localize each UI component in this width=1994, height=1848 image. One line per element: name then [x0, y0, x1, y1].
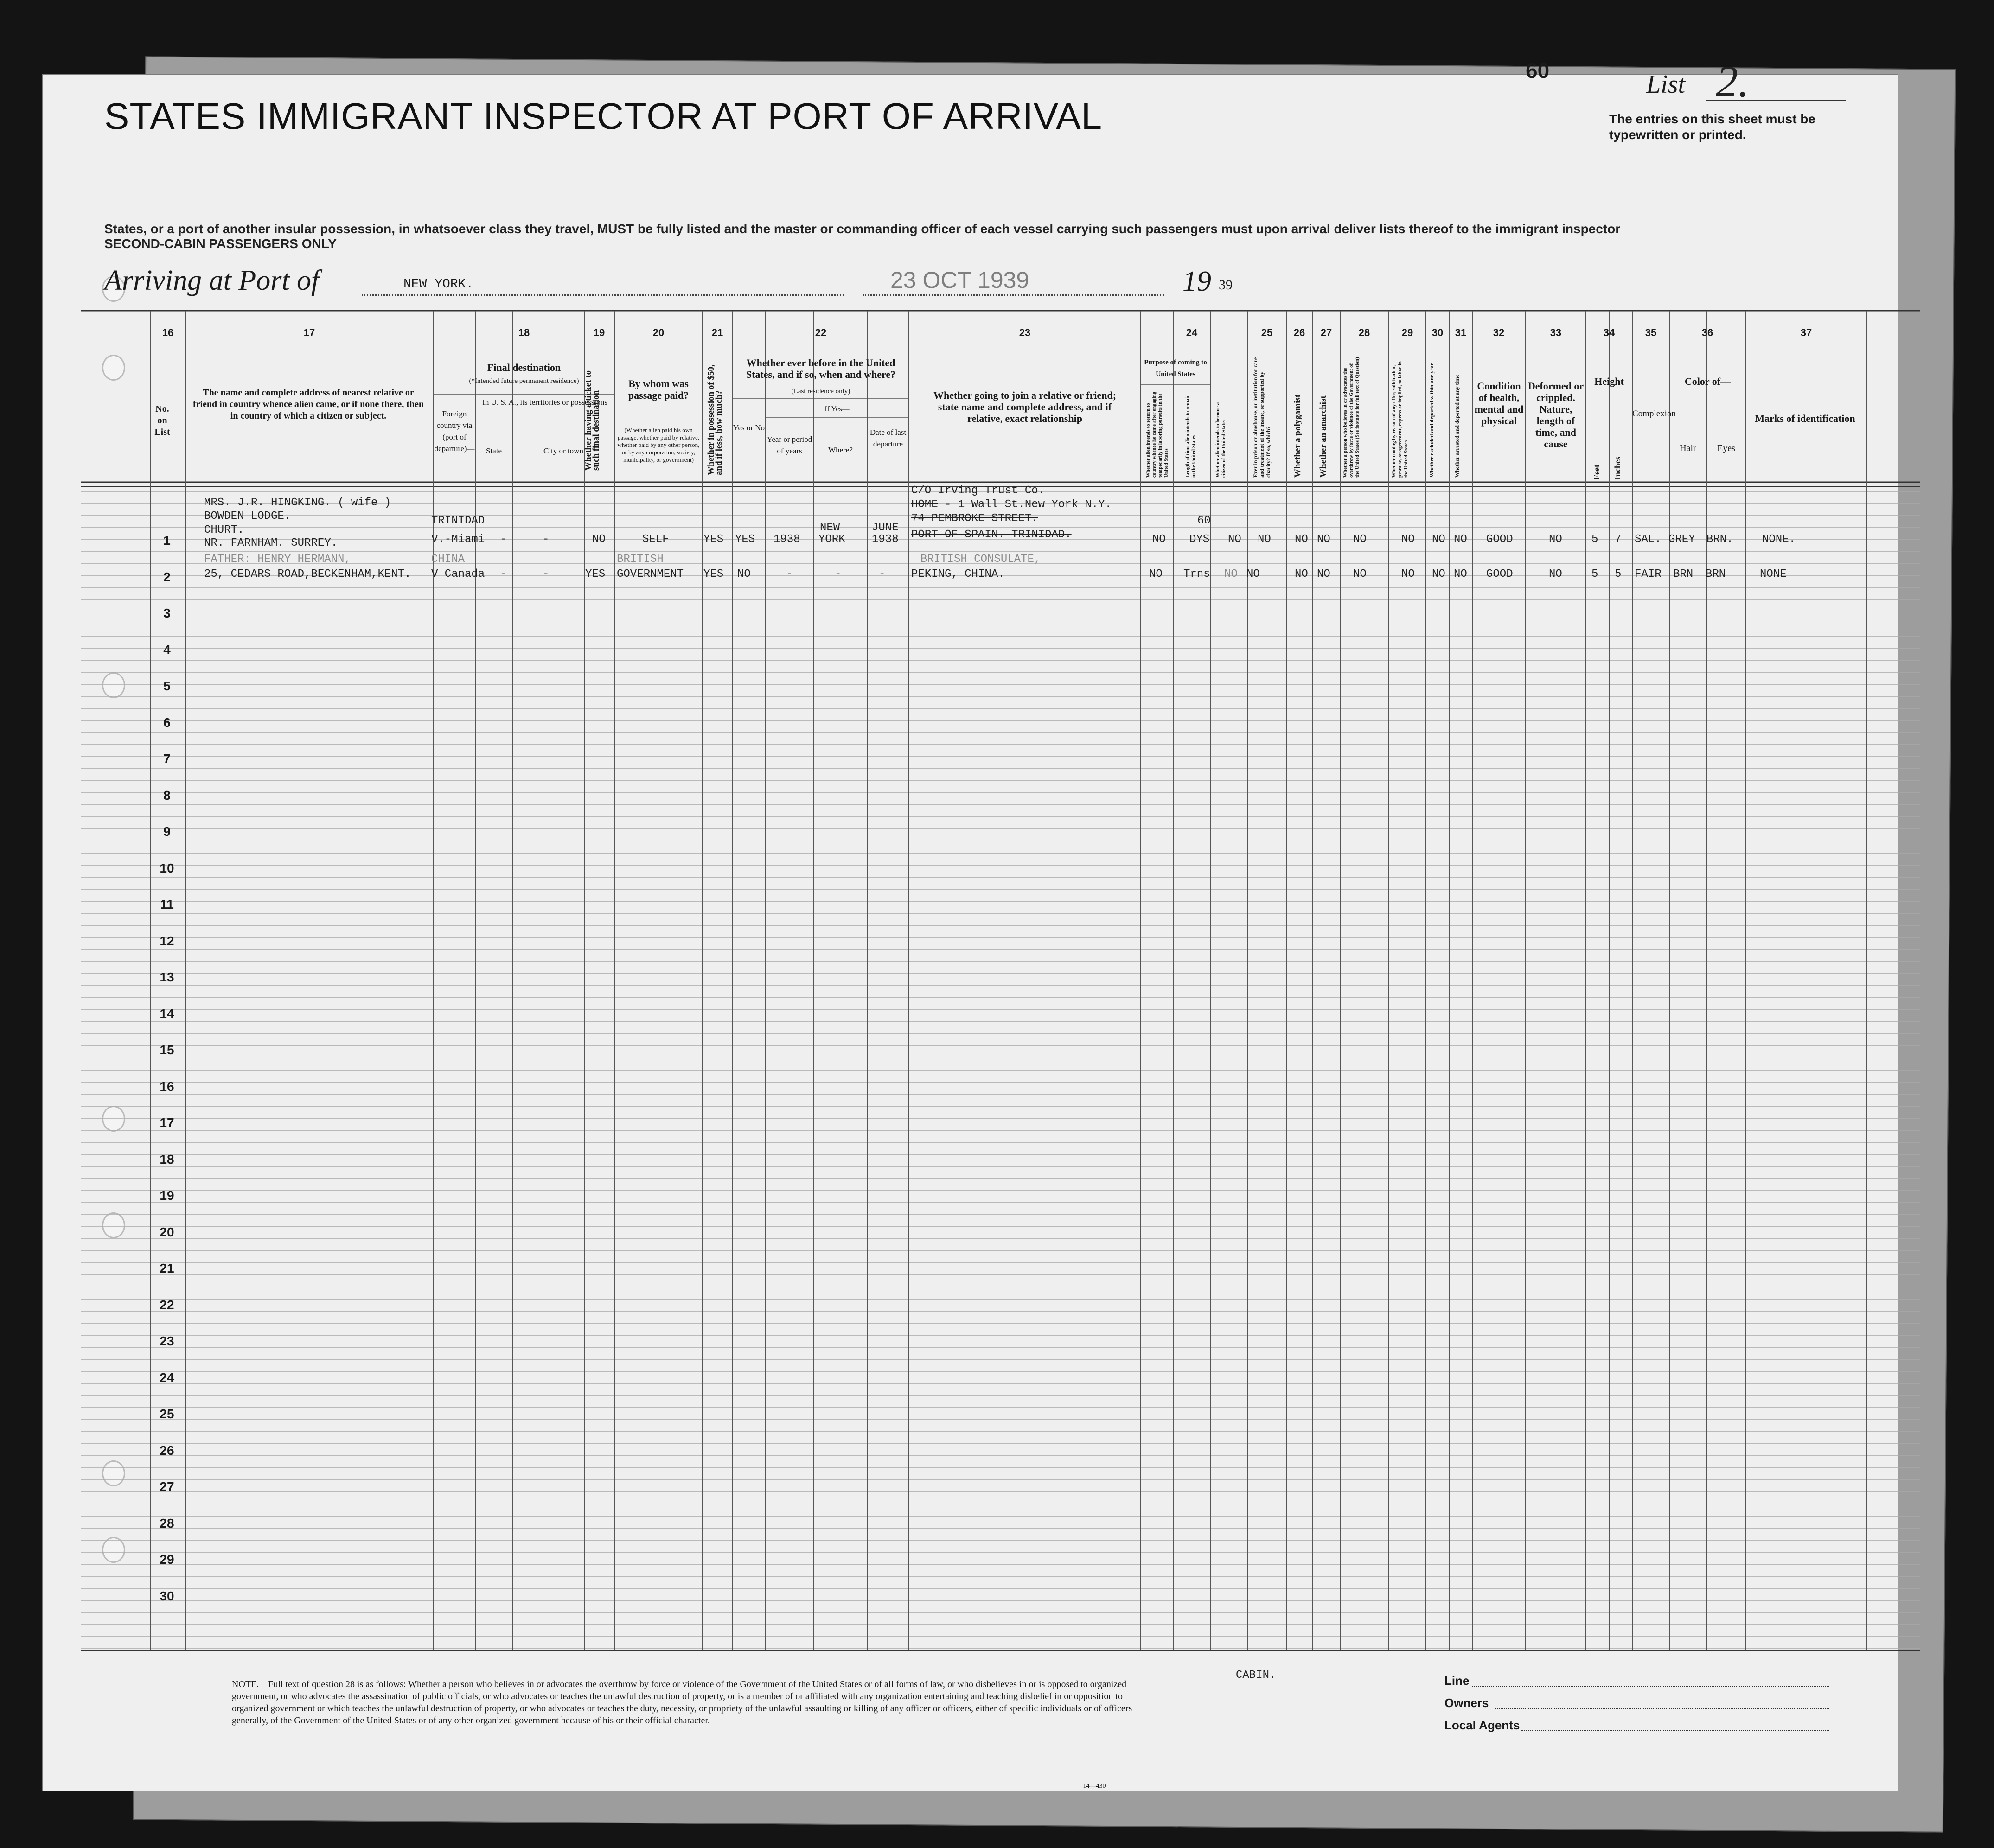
- feet-value: 5: [1591, 568, 1598, 580]
- year-prefix: 19: [1182, 266, 1211, 297]
- city-value: -: [543, 568, 550, 580]
- polygamist-value: NO: [1295, 533, 1308, 546]
- header-question-31: Whether arrested and deported at any time: [1454, 374, 1460, 478]
- header-purpose: Purpose of coming to United States: [1144, 359, 1207, 378]
- relative-line: MRS. J.R. HINGKING. ( wife ): [204, 497, 391, 509]
- header-last-residence: (Last residence only): [791, 388, 850, 395]
- q28-value: NO: [1353, 533, 1367, 546]
- header-color-of: Color of—: [1684, 376, 1731, 387]
- q30-value: NO: [1432, 568, 1445, 580]
- column-number: 36: [1701, 327, 1713, 338]
- join-line: C/O Irving Trust Co.: [911, 484, 1045, 497]
- column-number: 33: [1550, 327, 1562, 338]
- cabin-label: CABIN.: [1236, 1669, 1276, 1682]
- column-number: 30: [1432, 327, 1444, 338]
- owners-label: Owners: [1444, 1696, 1489, 1710]
- list-number: 2.: [1716, 57, 1749, 106]
- condition-value: GOOD: [1486, 533, 1513, 546]
- row-number: 30: [160, 1588, 174, 1603]
- header-if-yes: If Yes—: [824, 405, 850, 413]
- question-28-footnote: NOTE.—Full text of question 28 is as follows: Whether a person who believes in or advocates the overthrow by force or violence of the Government of the United States or of all forms of law, or who disbelieves in or is opposed to organized government, or who advocates the assassination of public officials, or who advocates or teaches the unlawful destruction of property, or is a member of or affiliated with any organization entertaining and teaching disbelief in or opposition to organized government or which teaches the unlawful destruction of property, or who advocates or teaches the duty, necessity, or propriety of the unlawful assaulting or killing of any officer or officers, either of specific individuals or of officers generally, of the Government of the United States or of any other organized government because of his or their official character.: [232, 1679, 1132, 1726]
- row-number: 26: [160, 1443, 174, 1458]
- header-question-30: Whether excluded and deported within one year: [1428, 363, 1435, 478]
- header-no-on-list: No. on List: [154, 404, 170, 437]
- row-number: 22: [160, 1297, 174, 1312]
- row-number: 9: [163, 824, 171, 839]
- foreign-country-top: TRINIDAD: [431, 515, 485, 527]
- prison-value: NO: [1246, 568, 1260, 580]
- list-label: List: [1646, 70, 1686, 99]
- date-stamp: 23 OCT 1939: [890, 267, 1029, 293]
- prison-value: NO: [1258, 533, 1271, 546]
- class-line: SECOND-CABIN PASSENGERS ONLY: [104, 236, 337, 251]
- header-anarchist: Whether an anarchist: [1318, 395, 1328, 478]
- row-number: 12: [160, 933, 174, 948]
- passage-value: SELF: [642, 533, 669, 546]
- header-passage-paid: By whom was passage paid?: [628, 378, 689, 401]
- relative-line: FATHER: HENRY HERMANN,: [204, 553, 351, 566]
- deformed-value: NO: [1549, 533, 1562, 546]
- year-suffix: 39: [1219, 277, 1233, 293]
- typewritten-note: The entries on this sheet must be typewritten or printed.: [1609, 112, 1815, 142]
- row-number: 16: [160, 1079, 174, 1094]
- header-inches: Inches: [1613, 456, 1622, 480]
- relative-line: BOWDEN LODGE.: [204, 510, 291, 523]
- row-number: 1: [163, 533, 171, 548]
- header-eyes: Eyes: [1717, 443, 1735, 453]
- header-purpose-length: Length of time alien intends to remain in the United States: [1185, 394, 1196, 478]
- header-in-usa: In U. S. A., its territories or possessions: [482, 398, 607, 407]
- where-value: YORK: [818, 533, 845, 546]
- relative-line: NR. FARNHAM. SURREY.: [204, 537, 338, 549]
- deformed-value: NO: [1549, 568, 1562, 580]
- column-number: 35: [1645, 327, 1657, 338]
- row-number: 18: [160, 1152, 174, 1166]
- join-line-struck: 74 PEMBROKE STREET.: [911, 512, 1038, 525]
- length-value: Trns: [1183, 568, 1210, 580]
- ticket-value: NO: [592, 533, 606, 546]
- foreign-country: V Canada: [431, 568, 485, 580]
- citizen-value: NO: [1228, 533, 1241, 546]
- header-foreign-country: Foreign country via (port of departure)—: [434, 409, 475, 453]
- header-condition: Condition of health, mental and physical: [1474, 380, 1524, 427]
- column-number: 34: [1603, 327, 1615, 338]
- header-question-29: Whether coming by reason of any offer, solicitation, promise, or agreement, express or implied, to labor in the United States: [1391, 361, 1409, 478]
- row-number: 2: [163, 569, 171, 584]
- departure-value: 1938: [872, 533, 899, 546]
- complexion-value: SAL.: [1635, 533, 1662, 546]
- form-number: 14—430: [1083, 1783, 1106, 1790]
- year-value: -: [786, 568, 793, 580]
- row-number: 6: [163, 715, 171, 730]
- q28-value: NO: [1353, 568, 1367, 580]
- anarchist-value: NO: [1317, 533, 1330, 546]
- header-date-departure: Date of last departure: [869, 428, 907, 448]
- column-number: 32: [1493, 327, 1505, 338]
- condition-value: GOOD: [1486, 568, 1513, 580]
- column-number: 31: [1455, 327, 1467, 338]
- column-number: 25: [1261, 327, 1273, 338]
- header-purpose-return: Whether alien intends to return to country whence he came after engaging temporarily in laboring pursuits in the United States: [1145, 391, 1169, 478]
- column-number: 28: [1358, 327, 1370, 338]
- form-subtitle: States, or a port of another insular possession, in whatsoever class they travel, MUST be fully listed and the master or commanding officer of each vessel carrying such passengers must upon arrival deliver lists thereof to the immigrant inspector: [104, 222, 1621, 236]
- q29-value: NO: [1401, 533, 1415, 546]
- column-number: 27: [1320, 327, 1332, 338]
- passage-value: GOVERNMENT: [617, 568, 684, 580]
- line-field: [1472, 1686, 1829, 1687]
- line-label: Line: [1444, 1674, 1470, 1688]
- header-possession-50: Whether in possession of $50, and if less, how much?: [706, 364, 724, 475]
- column-number: 29: [1401, 327, 1413, 338]
- header-city: City or town: [543, 446, 583, 455]
- q31-value: NO: [1454, 533, 1467, 546]
- header-deformed: Deformed or crippled. Nature, length of time, and cause: [1527, 380, 1584, 450]
- where-value: -: [835, 568, 842, 580]
- column-number: 24: [1186, 327, 1198, 338]
- row-number: 28: [160, 1516, 174, 1530]
- page-title: STATES IMMIGRANT INSPECTOR AT PORT OF ARRIVAL: [104, 96, 1103, 137]
- header-marks: Marks of identification: [1755, 413, 1855, 424]
- header-polygamist: Whether a polygamist: [1293, 394, 1303, 478]
- column-number: 22: [815, 327, 827, 338]
- state-value: -: [500, 533, 507, 546]
- column-number: 21: [711, 327, 723, 338]
- column-number: 37: [1800, 327, 1812, 338]
- local-agents-field: [1521, 1730, 1829, 1731]
- relative-line: 25, CEDARS ROAD,BECKENHAM,KENT.: [204, 568, 411, 580]
- row-number: 8: [163, 788, 171, 803]
- ever-before-value: YES: [735, 533, 755, 546]
- foreign-country: V.-Miami: [431, 533, 485, 546]
- port-of-arrival: NEW YORK.: [403, 277, 474, 292]
- departure-value: -: [879, 568, 886, 580]
- header-nearest-relative: The name and complete address of nearest relative or friend in country whence alien came, or if none there, then in country of which a citizen or subject.: [192, 388, 424, 421]
- row-number: 5: [163, 679, 171, 693]
- eyes-value: BRN.: [1706, 533, 1733, 546]
- owners-field: [1496, 1708, 1829, 1709]
- q31-value: NO: [1454, 568, 1467, 580]
- page-number: 60: [1526, 58, 1550, 83]
- where-value: NEW: [820, 522, 840, 534]
- hair-value: GREY: [1668, 533, 1695, 546]
- ever-before-value: NO: [737, 568, 751, 580]
- q30-value: NO: [1432, 533, 1445, 546]
- city-value: -: [543, 533, 550, 546]
- header-question-28: Whether a person who believes in or advocates the overthrow by force or violence of the Government of the United States (See footnote for full text of Question): [1342, 357, 1360, 478]
- q29-value: NO: [1401, 568, 1415, 580]
- return-value: NO: [1152, 533, 1166, 546]
- row-number: 27: [160, 1479, 174, 1494]
- join-line: HOME - 1 Wall St.New York N.Y.: [911, 498, 1112, 511]
- column-number: 18: [518, 327, 530, 338]
- length-value-top: 60: [1197, 515, 1211, 527]
- column-number: 19: [593, 327, 605, 338]
- header-where: Where?: [828, 446, 853, 454]
- inches-value: 5: [1615, 568, 1622, 580]
- hair-value: BRN: [1673, 568, 1694, 580]
- header-final-destination-note: (*Intended future permanent residence): [469, 377, 579, 385]
- header-ever-before: Whether ever before in the United States, and if so, when and where?: [746, 357, 896, 380]
- header-state: State: [486, 446, 502, 455]
- header-ticket: Whether having a ticket to such final destination: [583, 370, 601, 471]
- row-number: 14: [160, 1006, 174, 1021]
- row-number: 10: [160, 860, 174, 875]
- row-number: 25: [160, 1407, 174, 1421]
- return-value: NO: [1149, 568, 1163, 580]
- row-number: 23: [160, 1334, 174, 1348]
- row-number: 15: [160, 1043, 174, 1057]
- header-feet: Feet: [1592, 465, 1601, 480]
- money-value: YES: [703, 533, 724, 546]
- feet-value: 5: [1591, 533, 1598, 546]
- state-value: -: [500, 568, 507, 580]
- join-line: PEKING, CHINA.: [911, 568, 1005, 580]
- header-final-destination: Final destination: [487, 362, 561, 373]
- length-value: DYS: [1189, 533, 1210, 546]
- header-hair: Hair: [1680, 443, 1696, 453]
- row-number: 20: [160, 1224, 174, 1239]
- arriving-label: Arriving at Port of: [104, 265, 320, 296]
- marks-value: NONE.: [1762, 533, 1796, 546]
- column-number: 23: [1019, 327, 1031, 338]
- row-number: 19: [160, 1188, 174, 1203]
- year-value: 1938: [773, 533, 800, 546]
- header-yes-no: Yes or No: [733, 423, 765, 432]
- money-value: YES: [703, 568, 724, 580]
- departure-value: JUNE: [872, 522, 899, 534]
- foreign-country-top: CHINA: [431, 553, 465, 566]
- header-prison: Ever in prison or almshouse, or institution for care and treatment of the insane, or supported by charity? If so, which?: [1252, 357, 1272, 478]
- column-number: 20: [652, 327, 665, 338]
- join-line-struck: PORT-OF-SPAIN. TRINIDAD.: [911, 529, 1072, 541]
- local-agents-label: Local Agents: [1444, 1718, 1520, 1732]
- header-passage-note: (Whether alien paid his own passage, whether paid by relative, whether paid by any other person, or by any corporation, society, municipality, or government): [617, 427, 700, 463]
- row-number: 17: [160, 1115, 174, 1130]
- row-number: 21: [160, 1261, 174, 1275]
- row-number: 4: [163, 642, 171, 657]
- row-number: 24: [160, 1370, 174, 1385]
- column-number: 17: [303, 327, 315, 338]
- row-number: 7: [163, 752, 171, 766]
- citizen-value: NO: [1224, 568, 1238, 580]
- row-number: 3: [163, 606, 171, 620]
- polygamist-value: NO: [1295, 568, 1308, 580]
- passage-value-top: BRITISH: [617, 553, 664, 566]
- column-number: 16: [162, 327, 174, 338]
- header-year-period: Year or period of years: [767, 435, 812, 455]
- ticket-value: YES: [585, 568, 606, 580]
- row-number: 29: [160, 1552, 174, 1567]
- header-height: Height: [1594, 376, 1624, 387]
- complexion-value: FAIR: [1635, 568, 1662, 580]
- join-line: BRITISH CONSULATE,: [920, 553, 1041, 566]
- header-join-relative: Whether going to join a relative or friend; state name and complete address, and if relative, exact relationship: [933, 389, 1117, 424]
- anarchist-value: NO: [1317, 568, 1330, 580]
- row-number: 13: [160, 970, 174, 984]
- marks-value: NONE: [1760, 568, 1787, 580]
- header-complexion: Complexion: [1632, 409, 1676, 419]
- column-number: 26: [1293, 327, 1305, 338]
- relative-line: CHURT.: [204, 524, 244, 536]
- inches-value: 7: [1615, 533, 1622, 546]
- row-number: 11: [160, 897, 174, 911]
- eyes-value: BRN: [1706, 568, 1726, 580]
- header-purpose-citizen: Whether alien intends to become a citizen of the United States: [1215, 402, 1227, 478]
